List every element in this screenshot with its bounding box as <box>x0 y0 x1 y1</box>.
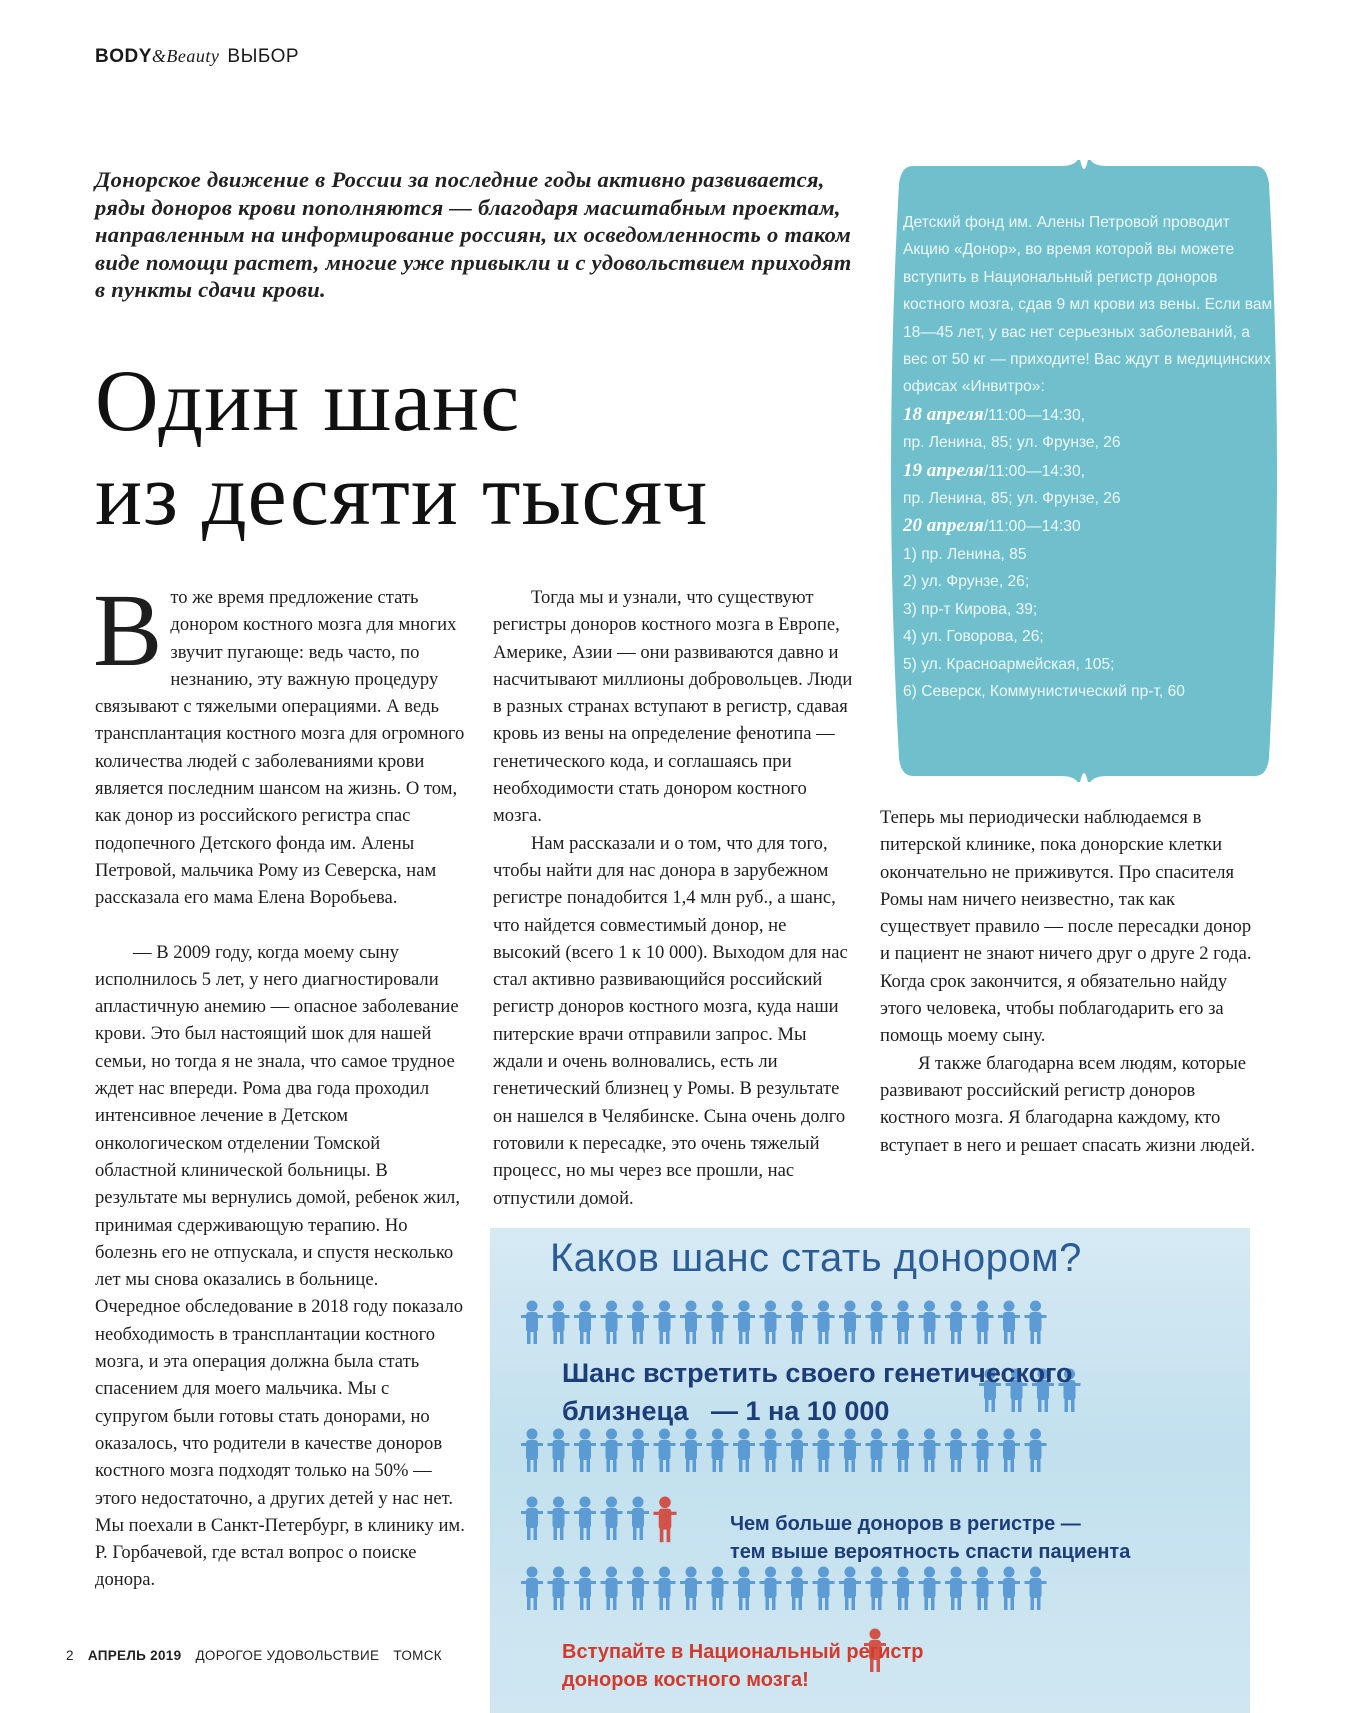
address-list-item: 4) ул. Говорова, 26; <box>903 628 1044 646</box>
person-figure <box>627 1429 649 1473</box>
person-figure <box>760 1301 782 1345</box>
infographic-title: Каков шанс стать донором? <box>550 1236 1082 1280</box>
address-list-item: 1) пр. Ленина, 85 <box>903 545 1027 563</box>
person-figure <box>1025 1301 1047 1345</box>
person-figure <box>839 1301 861 1345</box>
person-figure <box>627 1301 649 1345</box>
person-figure <box>998 1429 1020 1473</box>
address-1: пр. Ленина, 85; ул. Фрунзе, 26 <box>903 434 1121 452</box>
section-header <box>95 46 299 68</box>
paragraph-4: Нам рассказали и о том, что для того, чтобы найти для нас донора в зарубежном регистре понадобится 1,4 млн руб., а шанс, что найдется совместимый донор, не высокий (всего 1 к 10 000). Выходом для нас стал активно развивающийся российский регистр доноров костного мозга, куда наши питерские врачи отправили запрос. Мы ждали и очень волновались, есть ли генетический близнец у Ромы. В результате он нашелся в Челябинске. Сына очень долго готовили к пересадке, это очень тяжелый процесс, но мы через все прошли, нас отпустили домой. <box>493 832 848 1209</box>
address-list-item: 6) Северск, Коммунистический пр-т, 60 <box>903 682 1185 700</box>
person-figure <box>574 1497 596 1541</box>
person-figure <box>601 1301 623 1345</box>
infographic <box>490 1228 1250 1713</box>
person-figure <box>548 1301 570 1345</box>
page-footer <box>66 1648 452 1663</box>
date-1: 18 апреля <box>903 403 984 425</box>
person-figure <box>972 1429 994 1473</box>
section-label: ВЫБОР <box>227 46 300 67</box>
person-figure <box>945 1301 967 1345</box>
paragraph-3: Тогда мы и узнали, что существуют регистры доноров костного мозга в Европе, Америке, Азии — они развиваются давно и насчитывают миллионы добровольцев. Люди в разных странах вступают в регистр, сдавая кровь из вены на определение фенотипа — генетического кода, и соглашаясь при необходимости стать донором костного мозга. <box>493 587 853 827</box>
paragraph-1: то же время предложение стать донором костного мозга для многих звучит пугающе: ведь часто, по незнанию, эту важную процедуру связывают с тяжелыми операциями. А ведь трансплантация костного мозга для огромного количества людей с заболеваниями крови является последним шансом на жизнь. О том, как донор из российского регистра спас подопечного Детского фонда им. Алены Петровой, мальчика Рому из Северска, нам рассказала его мама Елена Воробьева. <box>95 587 465 909</box>
person-figure <box>654 1429 676 1473</box>
date-2: 19 апреля <box>903 459 984 481</box>
person-figure <box>627 1497 649 1541</box>
person-figure <box>733 1301 755 1345</box>
person-figure <box>733 1567 755 1611</box>
person-figure <box>654 1301 676 1345</box>
person-figure <box>680 1429 702 1473</box>
sidebar-intro: Детский фонд им. Алены Петровой проводит Акцию «Донор», во время которой вы можете вступить в Национальный регистр доноров костного мозга, сдав 9 мл крови из вены. Если вам 18—45 лет, у вас нет серьезных заболеваний, а вес от 50 кг — приходите! Вас ждут в медицинских офисах «Инвитро»: <box>903 214 1273 396</box>
person-figure <box>521 1301 543 1345</box>
person-figure <box>919 1429 941 1473</box>
time-1: /11:00—14:30, <box>983 406 1085 424</box>
person-figure <box>919 1567 941 1611</box>
address-list-item: 2) ул. Фрунзе, 26; <box>903 573 1030 591</box>
person-figure <box>945 1567 967 1611</box>
article-column-1 <box>93 573 465 1594</box>
article-column-2 <box>493 584 855 1212</box>
person-figure <box>548 1567 570 1611</box>
person-figure <box>654 1567 676 1611</box>
person-figure <box>998 1301 1020 1345</box>
person-figure <box>760 1429 782 1473</box>
person-figure <box>866 1301 888 1345</box>
person-figure <box>627 1567 649 1611</box>
title-line-1: Один шанс <box>95 353 521 450</box>
person-figure <box>813 1429 835 1473</box>
time-2: /11:00—14:30, <box>983 462 1085 480</box>
article-column-3 <box>880 804 1260 1159</box>
infographic-chance-text: Шанс встретить своего генетического близнеца — 1 на 10 000 <box>562 1358 1073 1426</box>
person-figure <box>760 1567 782 1611</box>
person-figure <box>521 1429 543 1473</box>
person-figure <box>680 1567 702 1611</box>
person-figure <box>601 1497 623 1541</box>
person-figure <box>866 1567 888 1611</box>
person-figure <box>680 1301 702 1345</box>
person-figure <box>601 1567 623 1611</box>
title-line-2: из десяти тысяч <box>95 447 709 544</box>
magazine-name: ДОРОГОЕ УДОВОЛЬСТВИЕ <box>195 1648 380 1663</box>
infographic-more-donors-text <box>730 1510 1130 1566</box>
person-figure <box>653 1497 676 1543</box>
person-figure <box>1025 1429 1047 1473</box>
address-list-item: 5) ул. Красноармейская, 105; <box>903 655 1115 673</box>
sidebar-text <box>903 209 1273 705</box>
more-donors-line-2: тем выше вероятность спасти пациента <box>730 1541 1131 1563</box>
person-figure <box>733 1429 755 1473</box>
person-figure <box>892 1567 914 1611</box>
person-figure <box>839 1567 861 1611</box>
person-figure <box>574 1429 596 1473</box>
person-figure <box>521 1567 543 1611</box>
person-figure <box>548 1497 570 1541</box>
info-sidebar <box>883 160 1285 782</box>
paragraph-6: Я также благодарна всем людям, которые развивают российский регистр доноров костного мозга. Я благодарна каждому, кто вступает в него и решает спасать жизни людей. <box>880 1052 1256 1156</box>
person-figure <box>998 1567 1020 1611</box>
person-figure <box>786 1429 808 1473</box>
paragraph-5: Теперь мы периодически наблюдаемся в питерской клинике, пока донорские клетки окончательно не приживутся. Про спасителя Ромы нам ничего неизвестно, так как существует правило — после пересадки донор и пациент не знают ничего друг о друге 2 года. Когда срок закончится, я обязательно найду этого человека, чтобы поблагодарить его за помощь моему сыну. <box>880 807 1252 1047</box>
person-figure <box>548 1429 570 1473</box>
person-figure <box>892 1429 914 1473</box>
date-3: 20 апреля <box>903 515 984 537</box>
person-figure <box>601 1429 623 1473</box>
infographic-call-to-action <box>562 1638 924 1694</box>
person-figure <box>786 1567 808 1611</box>
drop-cap: В <box>93 573 163 688</box>
person-figure <box>707 1429 729 1473</box>
person-figure <box>574 1567 596 1611</box>
person-figure <box>521 1497 543 1541</box>
person-figure <box>813 1567 835 1611</box>
person-figure <box>813 1301 835 1345</box>
address-list-item: 3) пр-т Кирова, 39; <box>903 600 1038 618</box>
brand-body: BODY <box>95 46 152 67</box>
cta-line-2: доноров костного мозга! <box>562 1669 809 1691</box>
person-figure <box>1025 1567 1047 1611</box>
lead-paragraph: Донорское движение в России за последние годы активно развивается, ряды доноров крови пополняются — благодаря масштабным проектам, направленным на информирование россиян, их осведомленность о таком виде помощи растет, многие уже привыкли и с удовольствием приходят в пункты сдачи крови. <box>95 167 852 302</box>
paragraph-2: — В 2009 году, когда моему сыну исполнилось 5 лет, у него диагностировали апластичную анемию — опасное заболевание крови. Это был настоящий шок для нашей семьи, но тогда я не знала, что самое трудное ждет нас впереди. Рома два года проходил интенсивное лечение в Детском онкологическом отделении Томской областной клинической больницы. В результате мы вернулись домой, ребенок жил, принимая сдерживающую терапию. Но болезнь его не отпускала, и спустя несколько лет мы снова оказались в больнице. Очередное обследование в 2018 году показало необходимость в трансплантации костного мозга, и эта операция должна была стать спасением для моего мальчика. Мы с супругом были готовы стать донорами, но оказалось, что родители в качестве доноров костного мозга подходят только на 50% — этого недостаточно, а других детей у нас нет. Мы поехали в Санкт-Петербург, в клинику им. Р. Горбачевой, где встал вопрос о поиске донора. <box>95 941 465 1591</box>
city-name: ТОМСК <box>393 1648 442 1663</box>
more-donors-line-1: Чем больше доноров в регистре — <box>730 1513 1081 1535</box>
address-2: пр. Ленина, 85; ул. Фрунзе, 26 <box>903 490 1121 508</box>
brand-beauty: &Beauty <box>151 46 220 66</box>
person-figure <box>574 1301 596 1345</box>
person-figure <box>866 1429 888 1473</box>
person-figure <box>839 1429 861 1473</box>
person-figure <box>707 1301 729 1345</box>
person-figure <box>892 1301 914 1345</box>
article-title <box>95 355 708 543</box>
cta-line-1: Вступайте в Национальный регистр <box>562 1641 924 1663</box>
person-figure <box>972 1301 994 1345</box>
person-figure <box>707 1567 729 1611</box>
time-3: /11:00—14:30 <box>983 518 1081 536</box>
person-figure <box>972 1567 994 1611</box>
person-figure <box>919 1301 941 1345</box>
person-figure <box>786 1301 808 1345</box>
person-figure <box>945 1429 967 1473</box>
issue-date: АПРЕЛЬ 2019 <box>87 1648 182 1663</box>
page-number: 2 <box>66 1648 74 1663</box>
